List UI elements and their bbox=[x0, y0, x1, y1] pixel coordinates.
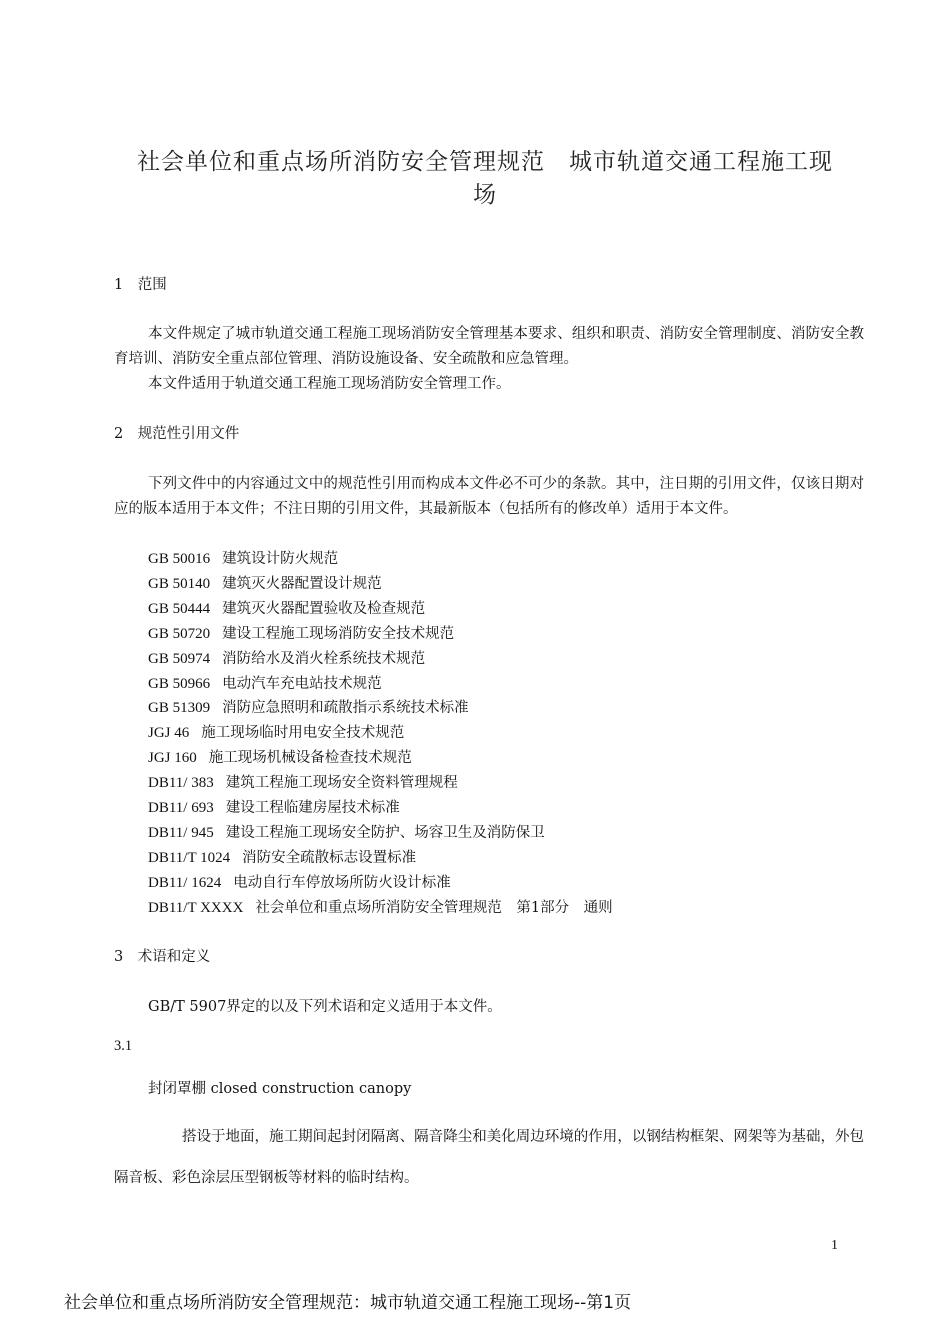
reference-title: 消防安全疏散标志设置标准 bbox=[242, 849, 417, 866]
document-title-line-2: 场 bbox=[473, 182, 497, 208]
reference-code: DB11/T XXXX bbox=[148, 899, 244, 916]
section-3-intro: GB/T 5907界定的以及下列术语和定义适用于本文件。 bbox=[148, 999, 502, 1015]
reference-code: GB 50140 bbox=[148, 575, 211, 592]
section-2-intro: 下列文件中的内容通过文中的规范性引用而构成本文件必不可少的条款。其中，注日期的引用文件，仅该日期对应的版本适用于本文件；不注日期的引用文件，其最新版本（包括所有的修改单）适用于本文件。 bbox=[114, 476, 864, 517]
term-definition: 搭设于地面，施工期间起封闭隔离、隔音降尘和美化周边环境的作用，以钢结构框架、网架等为基础，外包隔音板、彩色涂层压型钢板等材料的临时结构。 bbox=[114, 1129, 864, 1186]
section-3-heading: 3 术语和定义 bbox=[114, 949, 211, 965]
reference-title: 施工现场临时用电安全技术规范 bbox=[201, 725, 405, 742]
reference-code: JGJ 160 bbox=[148, 750, 197, 767]
reference-item bbox=[148, 872, 451, 894]
reference-title: 建设工程施工现场消防安全技术规范 bbox=[222, 625, 455, 642]
reference-title: 建筑设计防火规范 bbox=[222, 551, 339, 567]
reference-code: GB 51309 bbox=[148, 700, 211, 717]
reference-code: DB11/T 1024 bbox=[148, 849, 231, 866]
section-1-paragraph-1: 本文件规定了城市轨道交通工程施工现场消防安全管理基本要求、组织和职责、消防安全管理制度、消防安全教育培训、消防安全重点部位管理、消防设施设备、安全疏散和应急管理。 bbox=[114, 326, 864, 367]
reference-title: 建筑工程施工现场安全资料管理规程 bbox=[225, 775, 458, 792]
reference-title: 电动自行车停放场所防火设计标准 bbox=[233, 874, 451, 891]
reference-item bbox=[148, 548, 338, 570]
reference-title: 建筑灭火器配置验收及检查规范 bbox=[222, 600, 426, 617]
section-1-heading: 1 范围 bbox=[114, 277, 167, 293]
reference-item bbox=[148, 648, 425, 670]
reference-code: GB 50016 bbox=[148, 551, 211, 567]
reference-title: 建设工程施工现场安全防护、场容卫生及消防保卫 bbox=[225, 824, 545, 841]
reference-title: 电动汽车充电站技术规范 bbox=[222, 675, 382, 692]
reference-title: 社会单位和重点场所消防安全管理规范 第1部分 通则 bbox=[255, 899, 613, 916]
reference-code: GB 50974 bbox=[148, 650, 211, 667]
section-1-paragraph-2: 本文件适用于轨道交通工程施工现场消防安全管理工作。 bbox=[148, 376, 511, 392]
reference-item bbox=[148, 697, 469, 719]
reference-code: GB 50720 bbox=[148, 625, 211, 642]
reference-code: DB11/ 383 bbox=[148, 775, 214, 792]
reference-code: DB11/ 693 bbox=[148, 800, 214, 816]
reference-item bbox=[148, 847, 416, 869]
reference-item bbox=[148, 822, 545, 844]
reference-title: 建筑灭火器配置设计规范 bbox=[222, 575, 382, 592]
reference-item bbox=[148, 797, 400, 819]
reference-title: 建设工程临建房屋技术标准 bbox=[225, 800, 400, 816]
page-number: 1 bbox=[831, 1238, 838, 1253]
document-title-line-1: 社会单位和重点场所消防安全管理规范 城市轨道交通工程施工现 bbox=[137, 149, 833, 175]
document-title bbox=[100, 146, 870, 212]
reference-item bbox=[148, 673, 382, 695]
reference-code: GB 50444 bbox=[148, 600, 211, 617]
reference-code: GB 50966 bbox=[148, 675, 211, 692]
term-number: 3.1 bbox=[114, 1038, 133, 1054]
reference-item bbox=[148, 897, 613, 919]
reference-item bbox=[148, 722, 404, 744]
reference-title: 施工现场机械设备检查技术规范 bbox=[208, 750, 412, 767]
reference-title: 消防给水及消火栓系统技术规范 bbox=[222, 650, 426, 667]
reference-code: DB11/ 945 bbox=[148, 824, 214, 841]
reference-item bbox=[148, 598, 425, 620]
reference-title: 消防应急照明和疏散指示系统技术标准 bbox=[222, 700, 469, 717]
reference-code: DB11/ 1624 bbox=[148, 874, 222, 891]
footer-caption: 社会单位和重点场所消防安全管理规范：城市轨道交通工程施工现场--第1页 bbox=[64, 1293, 632, 1313]
section-2-heading: 2 规范性引用文件 bbox=[114, 426, 240, 442]
reference-item bbox=[148, 623, 454, 645]
reference-item bbox=[148, 772, 458, 794]
reference-code: JGJ 46 bbox=[148, 725, 190, 742]
reference-item bbox=[148, 573, 382, 595]
reference-item bbox=[148, 747, 412, 769]
term-name: 封闭罩棚 closed construction canopy bbox=[148, 1081, 412, 1097]
